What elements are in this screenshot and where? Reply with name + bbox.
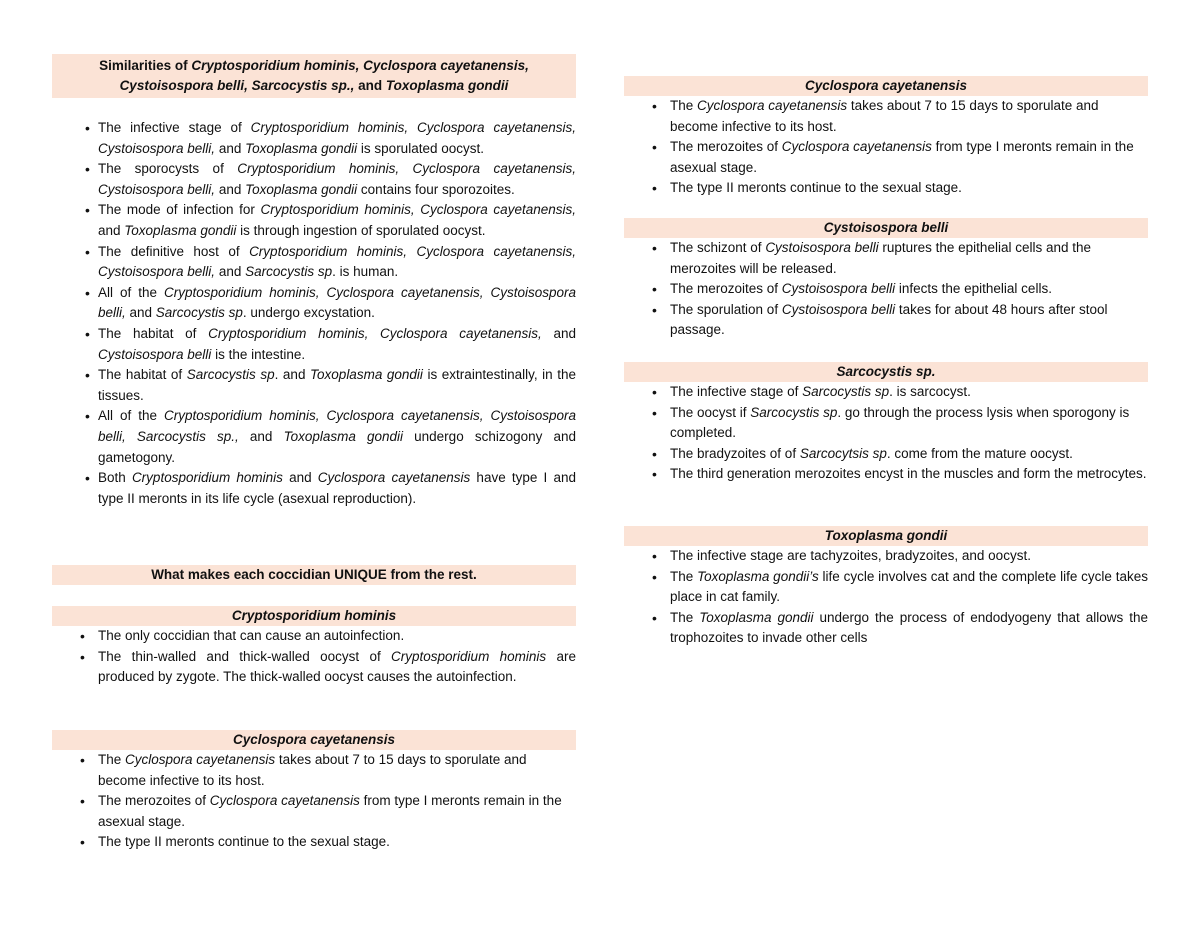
list-item	[52, 242, 576, 283]
bullet-text: takes about 7 to 15 days to sporulate and become infective to its host.	[670, 98, 1099, 134]
species-name: Cyclospora cayetanensis	[317, 470, 471, 486]
bullet-text: The thin-walled and thick-walled oocyst of	[98, 648, 392, 664]
unique-section	[52, 565, 576, 585]
bullet-text: from type I meronts remain in the asexual stage.	[670, 139, 1134, 175]
bullet-text: The infective stage of	[670, 384, 803, 399]
bullet-text: infects the epithelial cells.	[895, 281, 1052, 297]
bullet-text: The oocyst if	[670, 404, 751, 420]
species-name: Cystoisospora belli	[781, 301, 896, 317]
bullet-text: and	[215, 264, 246, 280]
list-item	[52, 406, 576, 468]
bullet-text: ruptures the epithelial cells and the merozoites will be released.	[670, 240, 1092, 276]
species-name: Toxoplasma gondii	[124, 222, 237, 238]
list-item	[624, 546, 1148, 567]
list-item	[52, 365, 576, 406]
bullet-text: The definitive host of	[98, 243, 250, 259]
species-name: Toxoplasma gondii	[245, 181, 358, 197]
bullet-text: have type I and type II meronts in its life cycle (asexual reproduction).	[98, 470, 576, 506]
toxoplasma-section	[624, 526, 1148, 649]
list-item	[52, 118, 576, 159]
list-item	[624, 444, 1148, 465]
bullet-text: is extraintestinally, in the tissues.	[98, 367, 577, 403]
species-name: Cystoisospora belli	[765, 240, 879, 255]
bullet-text: The infective stage are tachyzoites, bradyzoites, and oocyst.	[670, 548, 1031, 563]
species-name: Sarcocystis sp	[186, 367, 275, 383]
heading-species-1: Cryptosporidium hominis, Cyclospora cayetanensis,	[191, 58, 529, 73]
list-item	[52, 159, 576, 200]
bullet-text: The	[98, 752, 126, 767]
bullet-text: are produced by zygote. The thick-walled oocyst causes the autoinfection.	[98, 648, 576, 685]
bullet-text: The	[670, 98, 698, 113]
species-name: Cryptosporidium hominis	[391, 648, 547, 664]
bullet-text: undergo schizogony and gametogony.	[98, 428, 577, 465]
cystoisospora-heading: Cystoisospora belli	[624, 218, 1148, 238]
species-name: Sarcocystis sp	[155, 305, 243, 321]
species-name: Cryptosporidium hominis, Cyclospora cayetanensis, Cystoisospora belli, Sarcocystis sp.,	[98, 408, 577, 444]
bullet-text: and	[282, 470, 318, 486]
list-item	[624, 382, 1148, 403]
list-item	[624, 608, 1148, 649]
species-name: Cryptosporidium hominis, Cyclospora cayetanensis,	[260, 202, 576, 218]
cystoisospora-list	[624, 238, 1148, 341]
species-name: Toxoplasma gondii	[699, 609, 814, 625]
bullet-text: . and	[274, 367, 311, 383]
bullet-text: and	[215, 181, 246, 197]
bullet-text: and	[238, 428, 284, 444]
bullet-text: is through ingestion of sporulated oocyst.	[236, 222, 486, 238]
species-name: Cyclospora cayetanensis	[697, 98, 848, 113]
list-item	[624, 137, 1148, 178]
bullet-text: and	[215, 140, 246, 156]
list-item	[52, 832, 576, 853]
heading-species-3: Toxoplasma gondii	[385, 78, 509, 93]
bullet-text: . is human.	[332, 264, 399, 280]
toxoplasma-list	[624, 546, 1148, 649]
heading-prefix: Similarities of	[99, 58, 192, 73]
bullet-text: . is sarcocyst.	[889, 384, 971, 399]
species-name: Cyclospora cayetanensis	[125, 752, 276, 767]
list-item	[624, 403, 1148, 444]
bullet-text: . come from the mature oocyst.	[886, 445, 1073, 461]
species-name: Cryptosporidium hominis, Cyclospora cayetanensis, Cystoisospora belli,	[98, 161, 576, 197]
species-name: Cryptosporidium hominis, Cyclospora cayetanensis, Cystoisospora belli,	[98, 284, 577, 321]
bullet-text: and	[125, 305, 156, 321]
species-name: Cryptosporidium hominis, Cyclospora cayetanensis,	[208, 325, 542, 341]
sarcocystis-list	[624, 382, 1148, 485]
bullet-text: is the intestine.	[211, 346, 306, 362]
bullet-text: and	[541, 325, 577, 341]
bullet-text: The only coccidian that can cause an autoinfection.	[98, 628, 405, 643]
cyclospora-right-list	[624, 96, 1148, 199]
bullet-text: contains four sporozoites.	[357, 181, 515, 197]
list-item	[624, 178, 1148, 199]
species-name: Toxoplasma gondii	[245, 140, 358, 156]
list-item	[52, 791, 576, 832]
species-name: Toxoplasma gondii	[310, 367, 423, 383]
list-item	[52, 324, 576, 365]
cyclospora-left-heading: Cyclospora cayetanensis	[52, 730, 576, 750]
bullet-text: The type II meronts continue to the sexual stage.	[670, 180, 962, 196]
bullet-text: The sporulation of	[670, 301, 782, 317]
species-name: Cyclospora cayetanensis	[781, 139, 932, 155]
bullet-text: The merozoites of	[670, 281, 782, 297]
list-item	[52, 626, 576, 647]
list-item	[52, 200, 576, 241]
bullet-text: is sporulated oocyst.	[357, 140, 484, 156]
list-item	[624, 300, 1148, 341]
bullet-text: from type I meronts remain in the asexual stage.	[98, 793, 562, 829]
list-item	[624, 279, 1148, 300]
species-name: Sarcocystis sp	[802, 384, 890, 399]
bullet-text: and	[98, 222, 125, 238]
species-name: Sarcocystis sp	[245, 264, 333, 280]
list-item	[624, 567, 1148, 608]
bullet-text: The sporocysts of	[98, 161, 238, 177]
bullet-text: Both	[98, 470, 132, 486]
species-name: Cryptosporidium hominis, Cyclospora cayetanensis, Cystoisospora belli,	[98, 120, 576, 156]
cyclospora-left-section	[52, 730, 576, 853]
bullet-text: life cycle involves cat and the complete life cycle takes place in cat family.	[670, 568, 1148, 605]
species-name: Cryptosporidium hominis	[131, 470, 283, 486]
sarcocystis-heading: Sarcocystis sp.	[624, 362, 1148, 382]
species-name: Cystoisospora belli	[781, 281, 896, 297]
species-name: Cyclospora cayetanensis	[209, 793, 360, 809]
species-name: Toxoplasma gondii’s	[697, 568, 819, 584]
list-item	[624, 238, 1148, 279]
bullet-text: . undergo excystation.	[242, 305, 375, 321]
heading-and: and	[354, 78, 386, 93]
bullet-text: The habitat of	[98, 325, 209, 341]
list-item	[624, 96, 1148, 137]
bullet-text: The third generation merozoites encyst in the muscles and form the metrocytes.	[670, 466, 1147, 482]
bullet-text: The mode of infection for	[98, 202, 261, 218]
species-name: Toxoplasma gondii	[283, 428, 404, 444]
bullet-text: All of the	[98, 408, 164, 424]
toxoplasma-heading: Toxoplasma gondii	[624, 526, 1148, 546]
bullet-text: The merozoites of	[670, 139, 782, 155]
bullet-text: The	[670, 568, 698, 584]
species-name: Sarcocytsis sp	[799, 445, 887, 461]
heading-species-2: Cystoisospora belli, Sarcocystis sp.,	[119, 78, 355, 93]
list-item	[52, 283, 576, 324]
list-item	[52, 468, 576, 509]
bullet-text: The	[670, 609, 700, 625]
unique-heading: What makes each coccidian UNIQUE from the rest.	[52, 565, 576, 585]
list-item	[624, 464, 1148, 485]
cryptosporidium-list	[52, 626, 576, 688]
bullet-text: . go through the process lysis when sporogony is completed.	[670, 404, 1130, 441]
cyclospora-right-section	[624, 76, 1148, 199]
species-name: Sarcocystis sp	[750, 404, 838, 420]
list-item	[52, 647, 576, 688]
similarities-heading	[52, 54, 576, 98]
bullet-text: The type II meronts continue to the sexual stage.	[98, 834, 390, 850]
species-name: Cystoisospora belli	[98, 346, 212, 362]
cystoisospora-section	[624, 218, 1148, 341]
cyclospora-right-heading: Cyclospora cayetanensis	[624, 76, 1148, 96]
bullet-text: The bradyzoites of of	[670, 445, 800, 461]
bullet-text: The habitat of	[98, 367, 187, 383]
bullet-text: takes for about 48 hours after stool passage.	[670, 301, 1108, 338]
bullet-text: All of the	[98, 284, 164, 300]
list-item	[52, 750, 576, 791]
bullet-text: The merozoites of	[98, 793, 210, 809]
sarcocystis-section	[624, 362, 1148, 485]
similarities-list	[52, 118, 576, 509]
bullet-text: takes about 7 to 15 days to sporulate and become infective to its host.	[98, 752, 527, 788]
similarities-section	[52, 54, 576, 509]
species-name: Cryptosporidium hominis, Cyclospora cayetanensis, Cystoisospora belli,	[98, 243, 576, 280]
bullet-text: undergo the process of endodyogeny that allows the trophozoites to invade other cells	[670, 609, 1148, 646]
cryptosporidium-section	[52, 606, 576, 688]
bullet-text: The schizont of	[670, 240, 766, 255]
cyclospora-left-list	[52, 750, 576, 853]
cryptosporidium-heading: Cryptosporidium hominis	[52, 606, 576, 626]
bullet-text: The infective stage of	[98, 120, 251, 135]
